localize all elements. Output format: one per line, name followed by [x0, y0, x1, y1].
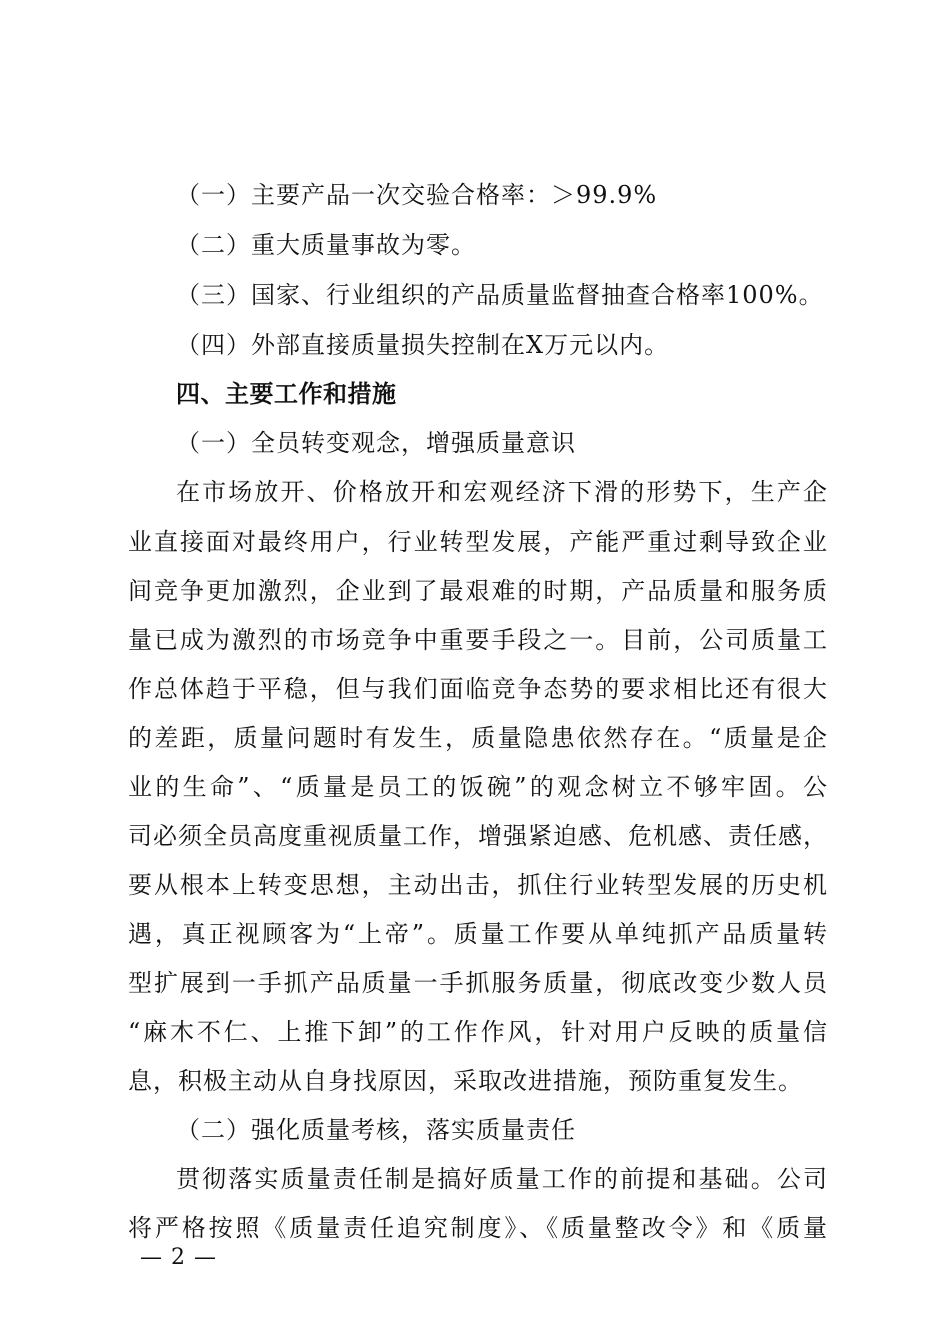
paragraph-line: 间竞争更加激烈，企业到了最艰难的时期，产品质量和服务质	[128, 577, 828, 605]
subsection-heading-2: （二）强化质量考核，落实质量责任	[176, 1116, 576, 1144]
paragraph-line: 将严格按照《质量责任追究制度》、《质量整改令》和《质量	[128, 1214, 828, 1242]
paragraph-line: 的差距，质量问题时有发生，质量隐患依然存在。“质量是企	[128, 724, 828, 752]
paragraph-line: 在市场放开、价格放开和宏观经济下滑的形势下，生产企	[176, 478, 828, 506]
page-number: — 2 —	[140, 1245, 217, 1270]
paragraph-line: 型扩展到一手抓产品质量一手抓服务质量，彻底改变少数人员	[128, 969, 828, 997]
subsection-heading-1: （一）全员转变观念，增强质量意识	[176, 429, 576, 457]
paragraph-line: 息，积极主动从自身找原因，采取改进措施，预防重复发生。	[128, 1067, 803, 1095]
paragraph-line: 遇，真正视顾客为“上帝”。质量工作要从单纯抓产品质量转	[128, 920, 828, 948]
paragraph-line: 贯彻落实质量责任制是搞好质量工作的前提和基础。公司	[176, 1165, 828, 1193]
paragraph-line: 量已成为激烈的市场竞争中重要手段之一。目前，公司质量工	[128, 626, 828, 654]
paragraph-line: 业直接面对最终用户，行业转型发展，产能严重过剩导致企业	[128, 528, 828, 556]
paragraph-line: 作总体趋于平稳，但与我们面临竞争态势的要求相比还有很大	[128, 675, 828, 703]
paragraph-line: 司必须全员高度重视质量工作，增强紧迫感、危机感、责任感，	[128, 822, 828, 850]
paragraph-line: 要从根本上转变思想，主动出击，抓住行业转型发展的历史机	[128, 871, 828, 899]
paragraph-line: “麻木不仁、上推下卸”的工作作风，针对用户反映的质量信	[128, 1018, 828, 1046]
paragraph-line: 业的生命”、“质量是员工的饭碗”的观念树立不够牢固。公	[128, 773, 828, 801]
target-item-3: （三）国家、行业组织的产品质量监督抽查合格率100%。	[176, 281, 824, 309]
target-item-1: （一）主要产品一次交验合格率：＞99.9%	[176, 181, 658, 209]
section-heading: 四、主要工作和措施	[176, 380, 397, 408]
target-item-2: （二）重大质量事故为零。	[176, 231, 476, 259]
target-item-4: （四）外部直接质量损失控制在X万元以内。	[176, 331, 670, 359]
